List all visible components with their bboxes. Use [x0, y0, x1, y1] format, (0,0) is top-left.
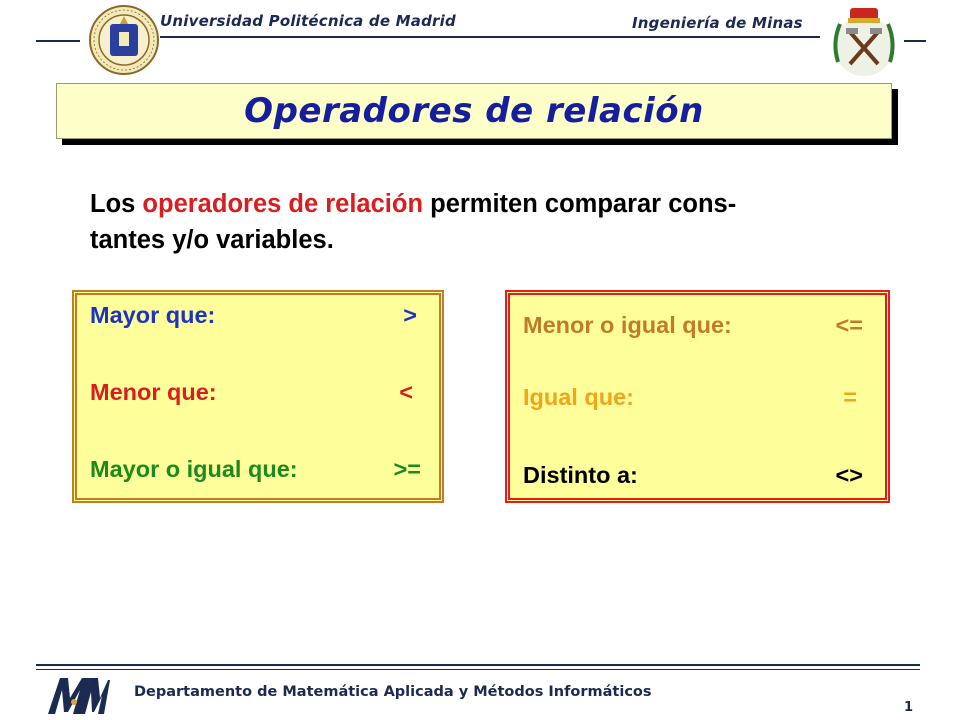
operator-symbol: =	[843, 383, 857, 410]
operator-row	[90, 453, 421, 485]
operator-row	[90, 299, 417, 331]
operators-box-right	[505, 290, 890, 503]
header-rule-left	[36, 40, 80, 42]
operator-label: Distinto a:	[523, 461, 638, 488]
operators-box-left	[72, 290, 444, 503]
intro-paragraph	[90, 186, 910, 258]
footer-rule-top	[36, 664, 920, 666]
operator-symbol: <>	[835, 461, 863, 488]
page-number: 1	[904, 700, 914, 715]
department-name: Departamento de Matemática Aplicada y Métodos Informáticos	[134, 684, 652, 700]
page-title: Operadores de relación	[244, 91, 704, 131]
intro-text-after: permiten comparar cons-	[423, 190, 737, 218]
upm-seal-icon	[88, 4, 160, 76]
operator-symbol: <	[399, 378, 413, 405]
operator-symbol: >=	[393, 455, 421, 482]
operator-label: Mayor que:	[90, 301, 216, 328]
dept-logo-icon	[46, 672, 112, 718]
operator-symbol: <=	[835, 311, 863, 338]
operator-row	[523, 309, 863, 341]
footer-rule-bottom	[36, 669, 920, 670]
operator-symbol: >	[403, 301, 417, 328]
operator-label: Menor o igual que:	[523, 311, 732, 338]
operator-row	[90, 376, 413, 408]
operator-label: Mayor o igual que:	[90, 455, 298, 482]
operator-row	[523, 381, 857, 413]
operator-row	[523, 459, 863, 491]
header-rule-center	[160, 36, 820, 38]
intro-highlight: operadores de relación	[142, 190, 424, 218]
intro-text-before: Los	[90, 190, 143, 218]
header-rule-right	[904, 40, 926, 42]
intro-text-line2: tantes y/o variables.	[90, 226, 334, 254]
minas-crest-icon	[824, 2, 904, 78]
school-name: Ingeniería de Minas	[632, 14, 803, 32]
operator-label: Menor que:	[90, 378, 217, 405]
title-banner	[56, 83, 892, 139]
operator-label: Igual que:	[523, 383, 634, 410]
university-name: Universidad Politécnica de Madrid	[160, 12, 456, 30]
